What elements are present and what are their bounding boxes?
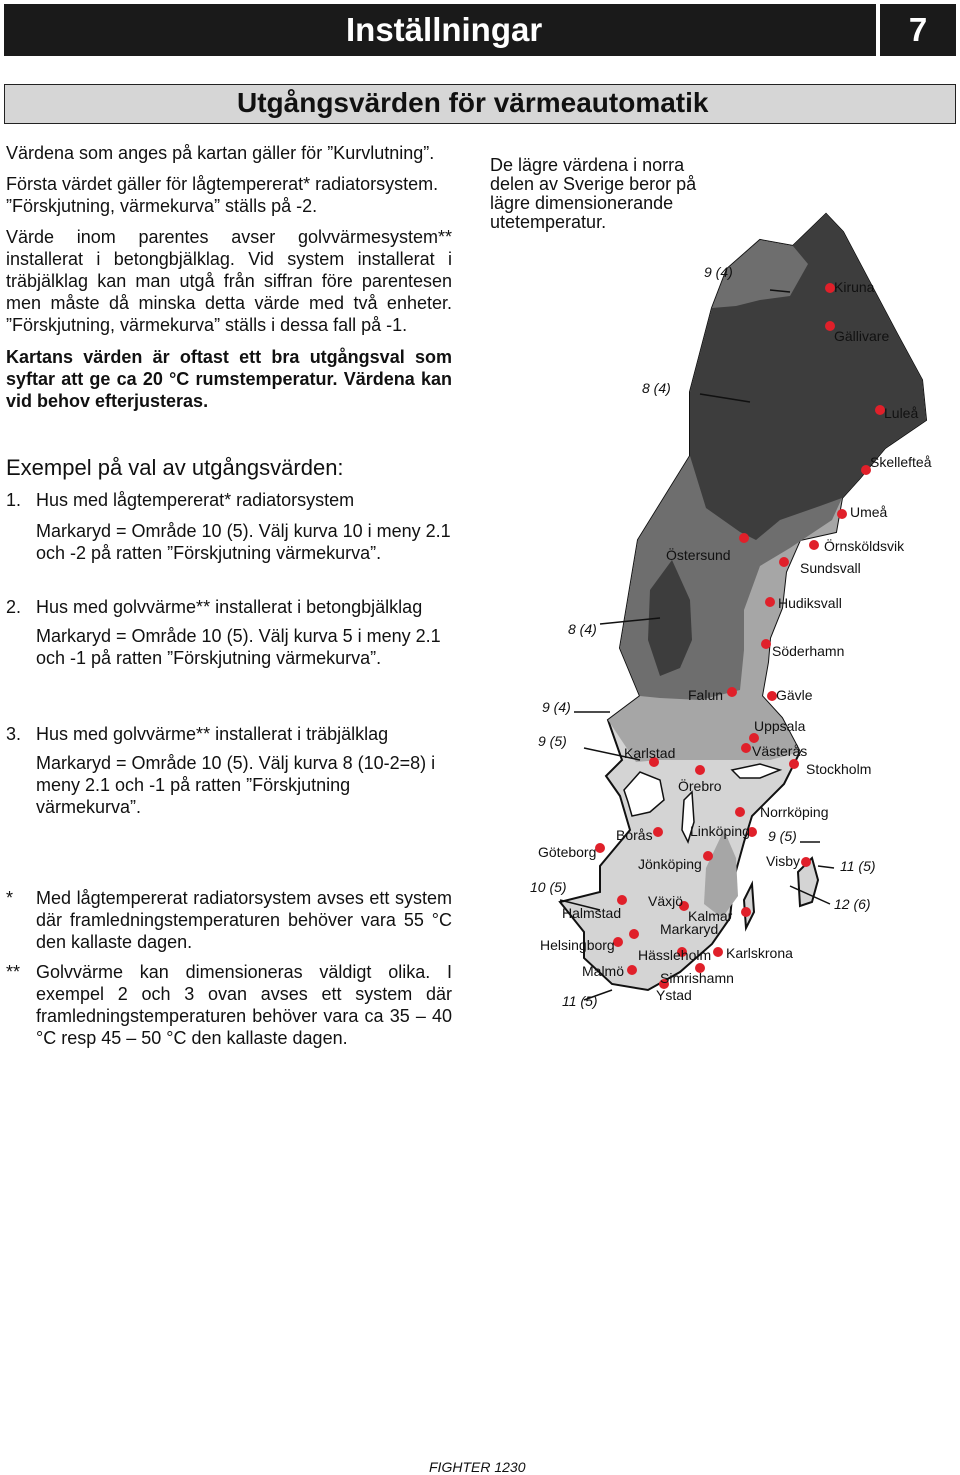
city-label: Luleå [884, 405, 919, 421]
city-label: Karlskrona [726, 945, 793, 961]
zone-leader-line [818, 866, 834, 868]
city-label: Helsingborg [540, 937, 615, 953]
city-dot [629, 929, 639, 939]
intro-p2b: ”Förskjutning, värmekurva” ställs på -2. [6, 196, 318, 216]
city-label: Örnsköldsvik [824, 538, 905, 554]
page-title: Inställningar [346, 11, 543, 48]
city-label: Borås [616, 827, 653, 843]
city-label: Östersund [666, 547, 731, 563]
city-dot [809, 540, 819, 550]
example-number: 1. [6, 490, 22, 510]
city-label: Göteborg [538, 844, 597, 860]
intro-p4: Kartans värden är oftast ett bra utgångsval som syftar att ge ca 20 °C rumstemperatur. Värdena kan vid behov efterjusteras. [6, 347, 452, 411]
map-note: De lägre värdena i norra delen av Sverige beror på lägre dimensionerande utetemperatur. [490, 155, 697, 232]
city-label: Hudiksvall [778, 595, 842, 611]
city-dot [713, 947, 723, 957]
city-dot [765, 597, 775, 607]
intro-p2a: Första värdet gäller för lågtempererat* radiatorsystem. [6, 174, 439, 194]
city-label: Linköping [690, 823, 750, 839]
footer-model: FIGHTER 1230 [429, 1459, 526, 1475]
city-dot [739, 533, 749, 543]
city-label: Gällivare [834, 328, 890, 344]
city-label: Växjö [648, 893, 684, 909]
city-label: Norrköping [760, 804, 829, 820]
city-dot [695, 765, 705, 775]
zone-label: 9 (5) [538, 733, 567, 749]
section-title: Utgångsvärden för värmeautomatik [237, 87, 709, 118]
zone-label: 8 (4) [568, 621, 597, 637]
example-text: Markaryd = Område 10 (5). Välj kurva 10 i meny 2.1 och -2 på ratten ”Förskjutning värmekurva”. [36, 521, 451, 563]
city-label: Söderhamn [772, 643, 845, 659]
zone-label: 9 (5) [768, 828, 797, 844]
city-label: Malmö [582, 963, 625, 979]
zone-label: 9 (4) [542, 699, 571, 715]
city-label: Visby [766, 853, 800, 869]
city-label: Halmstad [562, 905, 622, 921]
city-label: Uppsala [754, 718, 806, 734]
example-text: Markaryd = Område 10 (5). Välj kurva 5 i meny 2.1 och -1 på ratten ”Förskjutning värmekurva”. [36, 626, 441, 668]
city-dot [595, 843, 605, 853]
map-island-oland [744, 884, 754, 928]
footnote-text: Med lågtempererat radiatorsystem avses ett system där framledningstemperaturen behöver vara 55 °C den kallaste dagen. [36, 888, 452, 952]
footnote-mark: * [6, 888, 14, 908]
city-dot [653, 827, 663, 837]
examples-heading: Exempel på val av utgångsvärden: [6, 455, 344, 480]
footnote-1 [6, 887, 452, 953]
city-dot [837, 509, 847, 519]
map-zone-dark [690, 214, 926, 540]
city-label: Västerås [752, 743, 808, 759]
city-label: Simrishamn [660, 970, 734, 986]
example-number: 3. [6, 724, 22, 744]
city-dot [741, 907, 751, 917]
example-number: 2. [6, 597, 22, 617]
intro-p3: Värde inom parentes avser golvvärmesystem** installerat i betongbjälklag. Vid system installerat i träbjälklag kan man utgå från siffran före parentesen men måste då minska detta värde med två enheter. ”Förskjutning, värmekurva” ställs i dessa fall på -1. [6, 227, 452, 335]
city-dot [749, 733, 759, 743]
zone-label: 11 (5) [840, 858, 876, 874]
city-label: Örebro [678, 778, 722, 794]
city-label: Kalmar [688, 908, 733, 924]
zone-label: 8 (4) [642, 380, 671, 396]
example-title: Hus med golvvärme** installerat i betongbjälklag [36, 597, 423, 617]
city-dot [789, 759, 799, 769]
section-title-bar [4, 84, 956, 124]
city-label: Falun [688, 687, 724, 703]
zone-label: 9 (4) [704, 264, 733, 280]
example-2 [6, 596, 452, 669]
city-dot [735, 807, 745, 817]
city-dot [741, 743, 751, 753]
city-label: Markaryd [660, 921, 719, 937]
example-3 [6, 723, 452, 818]
example-1 [6, 489, 452, 564]
city-label: Gävle [776, 687, 813, 703]
footnote-2 [6, 961, 452, 1049]
city-label: Jönköping [638, 856, 702, 872]
page-title-bar [4, 4, 876, 56]
zone-label: 11 (5) [562, 993, 598, 1009]
city-label: Karlstad [624, 745, 676, 761]
city-label: Stockholm [806, 761, 872, 777]
city-dot [801, 857, 811, 867]
footnote-text: Golvvärme kan dimensioneras väldigt olika. I exempel 2 och 3 ovan avses ett system där framledningstemperaturen behöver vara ca 35 – 40 °C resp 45 – 50 °C den kallaste dagen. [36, 962, 452, 1048]
example-text: Markaryd = Område 10 (5). Välj kurva 8 (10-2=8) i meny 2.1 och -1 på ratten ”Förskjutning värmekurva”. [36, 753, 436, 817]
city-label: Sundsvall [800, 560, 861, 576]
zone-label: 10 (5) [530, 879, 567, 895]
intro-text [6, 142, 452, 412]
city-dot [703, 851, 713, 861]
city-label: Ystad [656, 987, 692, 1003]
page-number: 7 [880, 4, 956, 56]
city-label: Umeå [850, 504, 888, 520]
city-label: Skellefteå [870, 454, 932, 470]
example-title: Hus med lågtempererat* radiatorsystem [36, 490, 355, 510]
sweden-map [470, 200, 960, 1020]
intro-p1: Värdena som anges på kartan gäller för ”Kurvlutning”. [6, 143, 435, 163]
zone-label: 12 (6) [834, 896, 871, 912]
city-dot [761, 639, 771, 649]
city-dot [779, 557, 789, 567]
city-dot [627, 965, 637, 975]
footnote-mark: ** [6, 962, 21, 982]
city-label: Hässleholm [638, 947, 712, 963]
city-label: Kiruna [834, 279, 875, 295]
city-dot [727, 687, 737, 697]
city-dot [617, 895, 627, 905]
example-title: Hus med golvvärme** installerat i träbjälklag [36, 724, 389, 744]
